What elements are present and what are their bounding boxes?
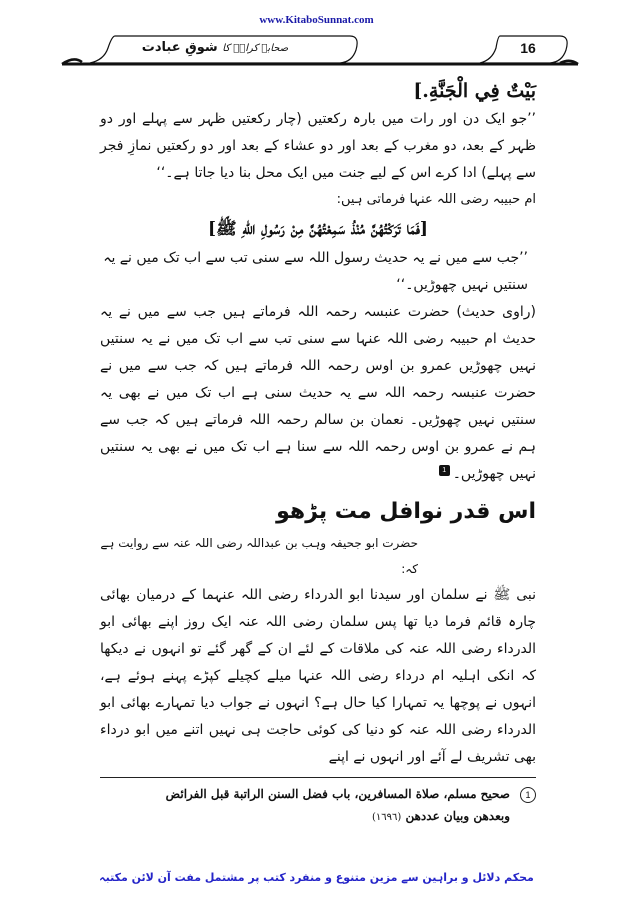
hadith-translation: ’’جو ایک دن اور رات میں بارہ رکعتیں (چار رکعتیں ظہر سے پہلے اور دو ظہر کے بعد، دو مغرب کے بعد اور دو عشاء کے بعد اور دو رکعتیں نمازِ فجر سے پہلے) ادا کرے اس کے لیے جنت میں ایک محل بنا دیا جاتا ہے۔‘‘ [100,111,536,181]
section-heading: اس قدر نوافل مت پڑھو [276,499,536,524]
book-title [140,37,290,59]
arabic-quote: [فَمَا تَرَكْتُهُنَّ مُنْذُ سَمِعْتُهُنَّ مِنْ رَسُولِ اللّٰهِ ﷺ] [208,219,428,239]
page-flow [100,0,536,879]
footnote-hadith-number: (١٦٩٦) [371,812,402,823]
arabic-hadith-ending: بَيْتٌ فِي الْجَنَّةِ.] [413,80,536,102]
site-url[interactable]: www.KitaboSunnat.com [259,14,374,26]
salman-abu-darda-paragraph: نبی ﷺ نے سلمان اور سیدنا ابو الدرداء رضی اللہ عنہما کے درمیان بھائی چارہ قائم فرما دیا تھا پس سلمان رضی اللہ عنہ ایک روز اپنے بھائی ابو الدرداء رضی اللہ عنہ کی ملاقات کے لئے ان کے گھر گئے تو انہوں نے دیکھا کہ انکی اہلیہ ام درداء رضی اللہ عنہا میلے کچیلے کپڑے پہنے ہوئے ہے، انہوں نے پوچھا یہ تمہارا کیا حال ہے؟ انہوں نے جواب دیا تمہارے بھائی ابو الدرداء رضی اللہ عنہ کو دنیا کی کوئی حاجت ہی نہیں اتنے میں ابو درداء بھی تشریف لے آئے اور انہوں نے اپنے [100,587,536,765]
footnote [100,783,536,829]
quote-translation: ’’جب سے میں نے یہ حدیث رسول اللہ سے سنی تب سے اب تک میں نے یہ سنتیں نہیں چھوڑیں۔‘‘ [103,250,528,293]
footnote-line-1 [100,783,536,805]
page-header [60,34,580,64]
footnote-source-cont: وبعدهن وبيان عددهن [405,809,510,823]
chain-narration-paragraph [100,299,536,488]
footnote-divider [100,777,536,778]
library-tagline: محکم دلائل و براہین سے مزین متنوع و منفرد کتب پر مشتمل مفت آن لائن مکتبہ [99,871,534,884]
book-title-main: شوقِ عبادت [141,40,218,55]
narrator-intro: ام حبیبہ رضی اللہ عنہا فرماتی ہیں: [336,192,536,207]
footnote-line-2 [100,805,536,829]
page-body [100,76,536,771]
footnote-reference-marker[interactable]: 1 [439,465,450,476]
page-number: 16 [520,40,536,56]
header-banner-frame [60,34,580,66]
narration-intro: حضرت ابو جحیفہ وہب بن عبداللہ رضی اللہ عنہ سے روایت ہے کہ: [100,536,418,576]
footnote-source: صحيح مسلم، صلاة المسافرين، باب فضل السنن الراتبة قبل الفرائض [165,787,510,801]
book-title-prefix: صحابہ کرامؓ کا [222,43,289,54]
footnote-number: 1 [520,787,536,803]
chain-narration-text: (راوی حدیث) حضرت عنبسہ رحمہ اللہ فرماتے ہیں جب سے میں نے یہ حدیث ام حبیبہ رضی اللہ عنہا سے سنی تب سے اب تک میں نے یہ سنتیں نہیں چھوڑیں عمرو بن اوس رحمہ اللہ فرماتے ہیں کہ جب سے میں نے حضرت عنبسہ رحمہ اللہ سے یہ حدیث سنی ہے اب تک میں نے بھی یہ سنتیں نہیں چھوڑیں۔ نعمان بن سالم رحمہ اللہ فرماتے ہیں کہ جب سے ہم نے عمرو بن اوس رحمہ اللہ سے سنا ہے اب تک میں نے بھی یہ سنتیں نہیں چھوڑیں۔ [100,304,536,482]
